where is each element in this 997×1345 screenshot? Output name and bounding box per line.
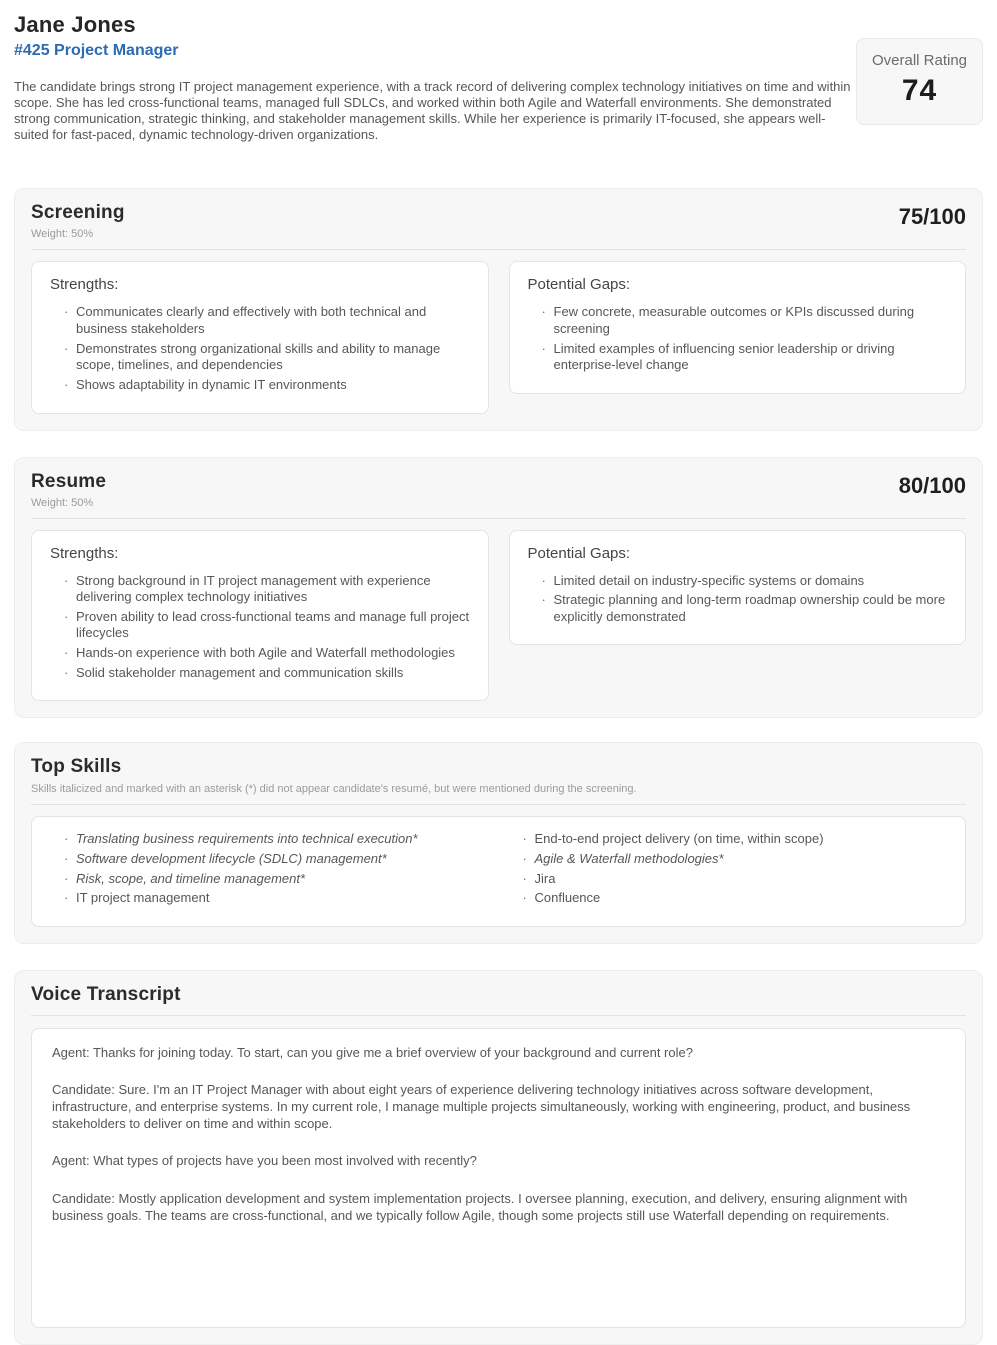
section-divider (31, 518, 966, 519)
transcript-paragraph: Agent: What types of projects have you been most involved with recently? (52, 1153, 477, 1169)
voice-transcript-title: Voice Transcript (31, 983, 181, 1005)
section-title: Screening (31, 202, 125, 224)
strength-item: · Strong background in IT project management with experience delivering complex technology initiatives (64, 573, 470, 606)
section-top-skills (14, 742, 983, 944)
strength-item: · Shows adaptability in dynamic IT environments (64, 377, 470, 394)
section-divider (31, 1015, 966, 1016)
strengths-list (50, 573, 470, 682)
section-title: Resume (31, 470, 107, 492)
skill-item: · Confluence (523, 890, 948, 907)
section-divider (31, 804, 966, 805)
candidate-info (14, 12, 852, 142)
screening-strengths-card (31, 261, 489, 413)
report-header (14, 12, 983, 142)
strengths-heading: Strengths: (50, 544, 119, 562)
resume-header (31, 471, 966, 509)
skill-item: · Software development lifecycle (SDLC) management* (64, 851, 489, 868)
resume-title-block (31, 471, 106, 509)
skill-item: · Jira (523, 871, 948, 888)
resume-strengths-card (31, 530, 489, 702)
section-screening (14, 188, 983, 430)
skill-item: · IT project management (64, 890, 489, 907)
gap-item: · Few concrete, measurable outcomes or KPIs discussed during screening (542, 304, 948, 337)
resume-gaps-card (509, 530, 967, 646)
skill-item: · End-to-end project delivery (on time, within scope) (523, 831, 948, 848)
gap-item: · Limited detail on industry-specific systems or domains (542, 573, 948, 590)
section-score: 75/100 (898, 204, 966, 230)
gaps-heading: Potential Gaps: (527, 276, 631, 294)
gaps-list (528, 304, 948, 374)
skill-item: · Translating business requirements into technical execution* (64, 831, 489, 848)
gap-item: · Strategic planning and long-term roadmap ownership could be more explicitly demonstrated (542, 592, 948, 625)
overall-rating-card (856, 38, 983, 125)
section-weight: Weight: 50% (31, 496, 94, 509)
gap-item: · Limited examples of influencing senior leadership or driving enterprise-level change (542, 341, 948, 374)
section-resume (14, 457, 983, 719)
strength-item: · Solid stakeholder management and communication skills (64, 665, 470, 682)
screening-header (31, 202, 966, 240)
section-voice-transcript (14, 970, 983, 1345)
candidate-name: Jane Jones (14, 12, 136, 37)
top-skills-columns (31, 816, 966, 927)
top-skills-card (31, 816, 966, 927)
transcript-paragraph: Candidate: Sure. I'm an IT Project Manager with about eight years of experience delivering technology initiatives across software development, infrastructure, and enterprise systems. In my current role, I manage multiple projects simultaneously, working with engineering, product, and business stakeholders to deliver on time and within scope. (52, 1081, 911, 1132)
candidate-role-link[interactable]: #425 Project Manager (14, 42, 179, 59)
strength-item: · Hands-on experience with both Agile and Waterfall methodologies (64, 645, 470, 662)
strength-item: · Communicates clearly and effectively with both technical and business stakeholders (64, 304, 470, 337)
screening-gaps-card (509, 261, 967, 394)
gaps-list (528, 573, 948, 626)
overall-rating-label: Overall Rating (871, 52, 968, 69)
skill-item: · Risk, scope, and timeline management* (64, 871, 489, 888)
skills-list-left (50, 831, 489, 910)
section-weight: Weight: 50% (31, 228, 94, 241)
strengths-list (50, 304, 470, 393)
screening-title-block (31, 202, 125, 240)
transcript-paragraph: Candidate: Mostly application development and system implementation projects. I oversee planning, execution, and delivery, ensuring alignment with business goals. The teams are cross-functional, and we typically follow Agile, though some projects still use Waterfall depending on requirements. (52, 1190, 908, 1223)
candidate-summary: The candidate brings strong IT project management experience, with a track record of delivering complex technology initiatives on time and within scope. She has led cross-functional teams, managed full SDLCs, and worked within both Agile and Waterfall environments. She demonstrated strong communication, strategic thinking, and stakeholder management skills. While her experience is primarily IT-focused, she appears well-suited for fast-paced, dynamic technology-driven organizations. (14, 79, 851, 142)
top-skills-subtitle: Skills italicized and marked with an asterisk (*) did not appear candidate's resumé, but were mentioned during the screening. (31, 783, 637, 796)
overall-rating-value: 74 (901, 74, 938, 107)
transcript-paragraph: Agent: Thanks for joining today. To start, can you give me a brief overview of your background and current role? (52, 1044, 693, 1060)
skill-item: · Agile & Waterfall methodologies* (523, 851, 948, 868)
resume-columns (31, 530, 966, 702)
transcript-body (31, 1028, 966, 1328)
screening-columns (31, 261, 966, 413)
top-skills-title: Top Skills (31, 756, 122, 778)
section-divider (31, 249, 966, 250)
strengths-heading: Strengths: (50, 276, 119, 294)
gaps-heading: Potential Gaps: (527, 544, 631, 562)
strength-item: · Proven ability to lead cross-functional teams and manage full project lifecycles (64, 609, 470, 642)
section-score: 80/100 (898, 472, 966, 498)
skills-list-right (509, 831, 948, 910)
strength-item: · Demonstrates strong organizational skills and ability to manage scope, timelines, and dependencies (64, 341, 470, 374)
